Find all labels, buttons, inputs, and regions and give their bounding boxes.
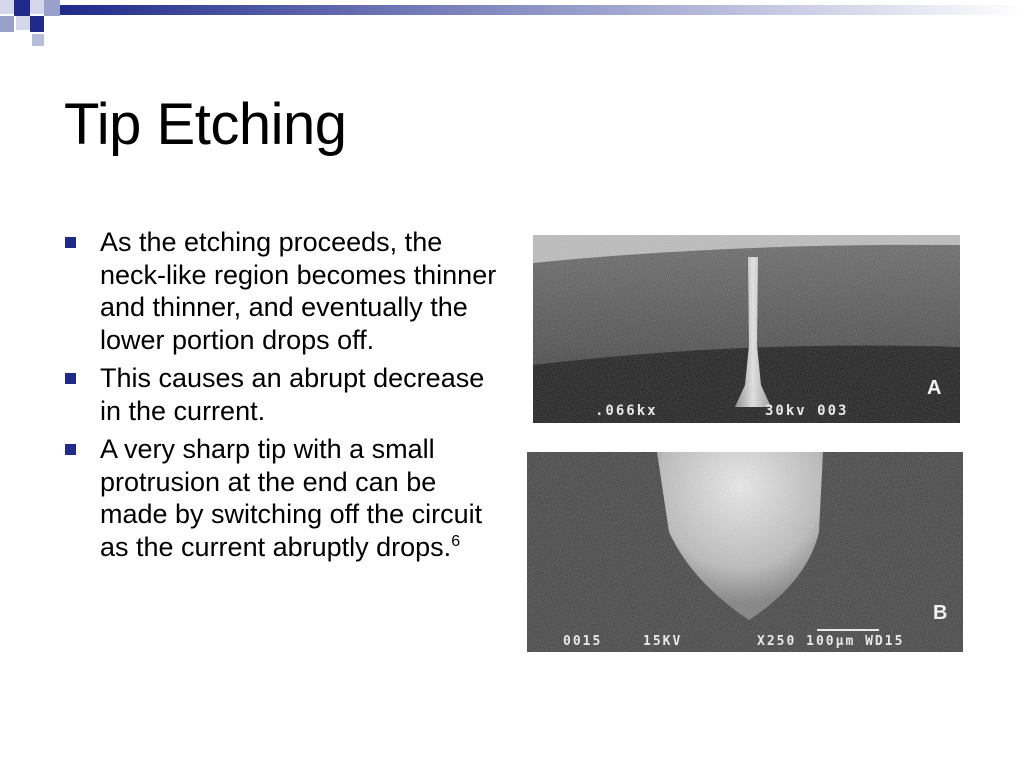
- sem-image-a: [533, 235, 960, 423]
- list-item: [62, 362, 502, 427]
- square-bullet-icon: [65, 373, 76, 384]
- list-item: [62, 433, 502, 563]
- sem-a-caption-left: .066kx: [595, 403, 658, 419]
- sem-a-caption-right: 30kv 003: [765, 403, 849, 419]
- list-item: [62, 226, 502, 356]
- bullet-list: [62, 226, 502, 569]
- square-bullet-icon: [65, 444, 76, 455]
- citation-superscript: 6: [451, 532, 461, 550]
- sem-b-caption-right: X250 100µm WD15: [757, 634, 905, 649]
- sem-b-caption-mid: 15KV: [643, 634, 683, 649]
- bullet-text: As the etching proceeds, the neck-like region becomes thinner and thinner, and eventually the lower portion drops off.: [100, 227, 497, 355]
- bullet-text: This causes an abrupt decrease in the current.: [100, 363, 485, 426]
- slide-title: Tip Etching: [64, 92, 347, 157]
- sem-image-b: [527, 452, 963, 652]
- square-bullet-icon: [65, 237, 76, 248]
- header-decoration: [0, 0, 1024, 60]
- bullet-text: A very sharp tip with a small protrusion at the end can be made by switching off the circuit as the current abruptly drops.: [100, 434, 483, 562]
- sem-b-label: B: [933, 602, 948, 624]
- sem-a-label: A: [927, 377, 942, 399]
- sem-b-caption-left: 0015: [563, 634, 603, 649]
